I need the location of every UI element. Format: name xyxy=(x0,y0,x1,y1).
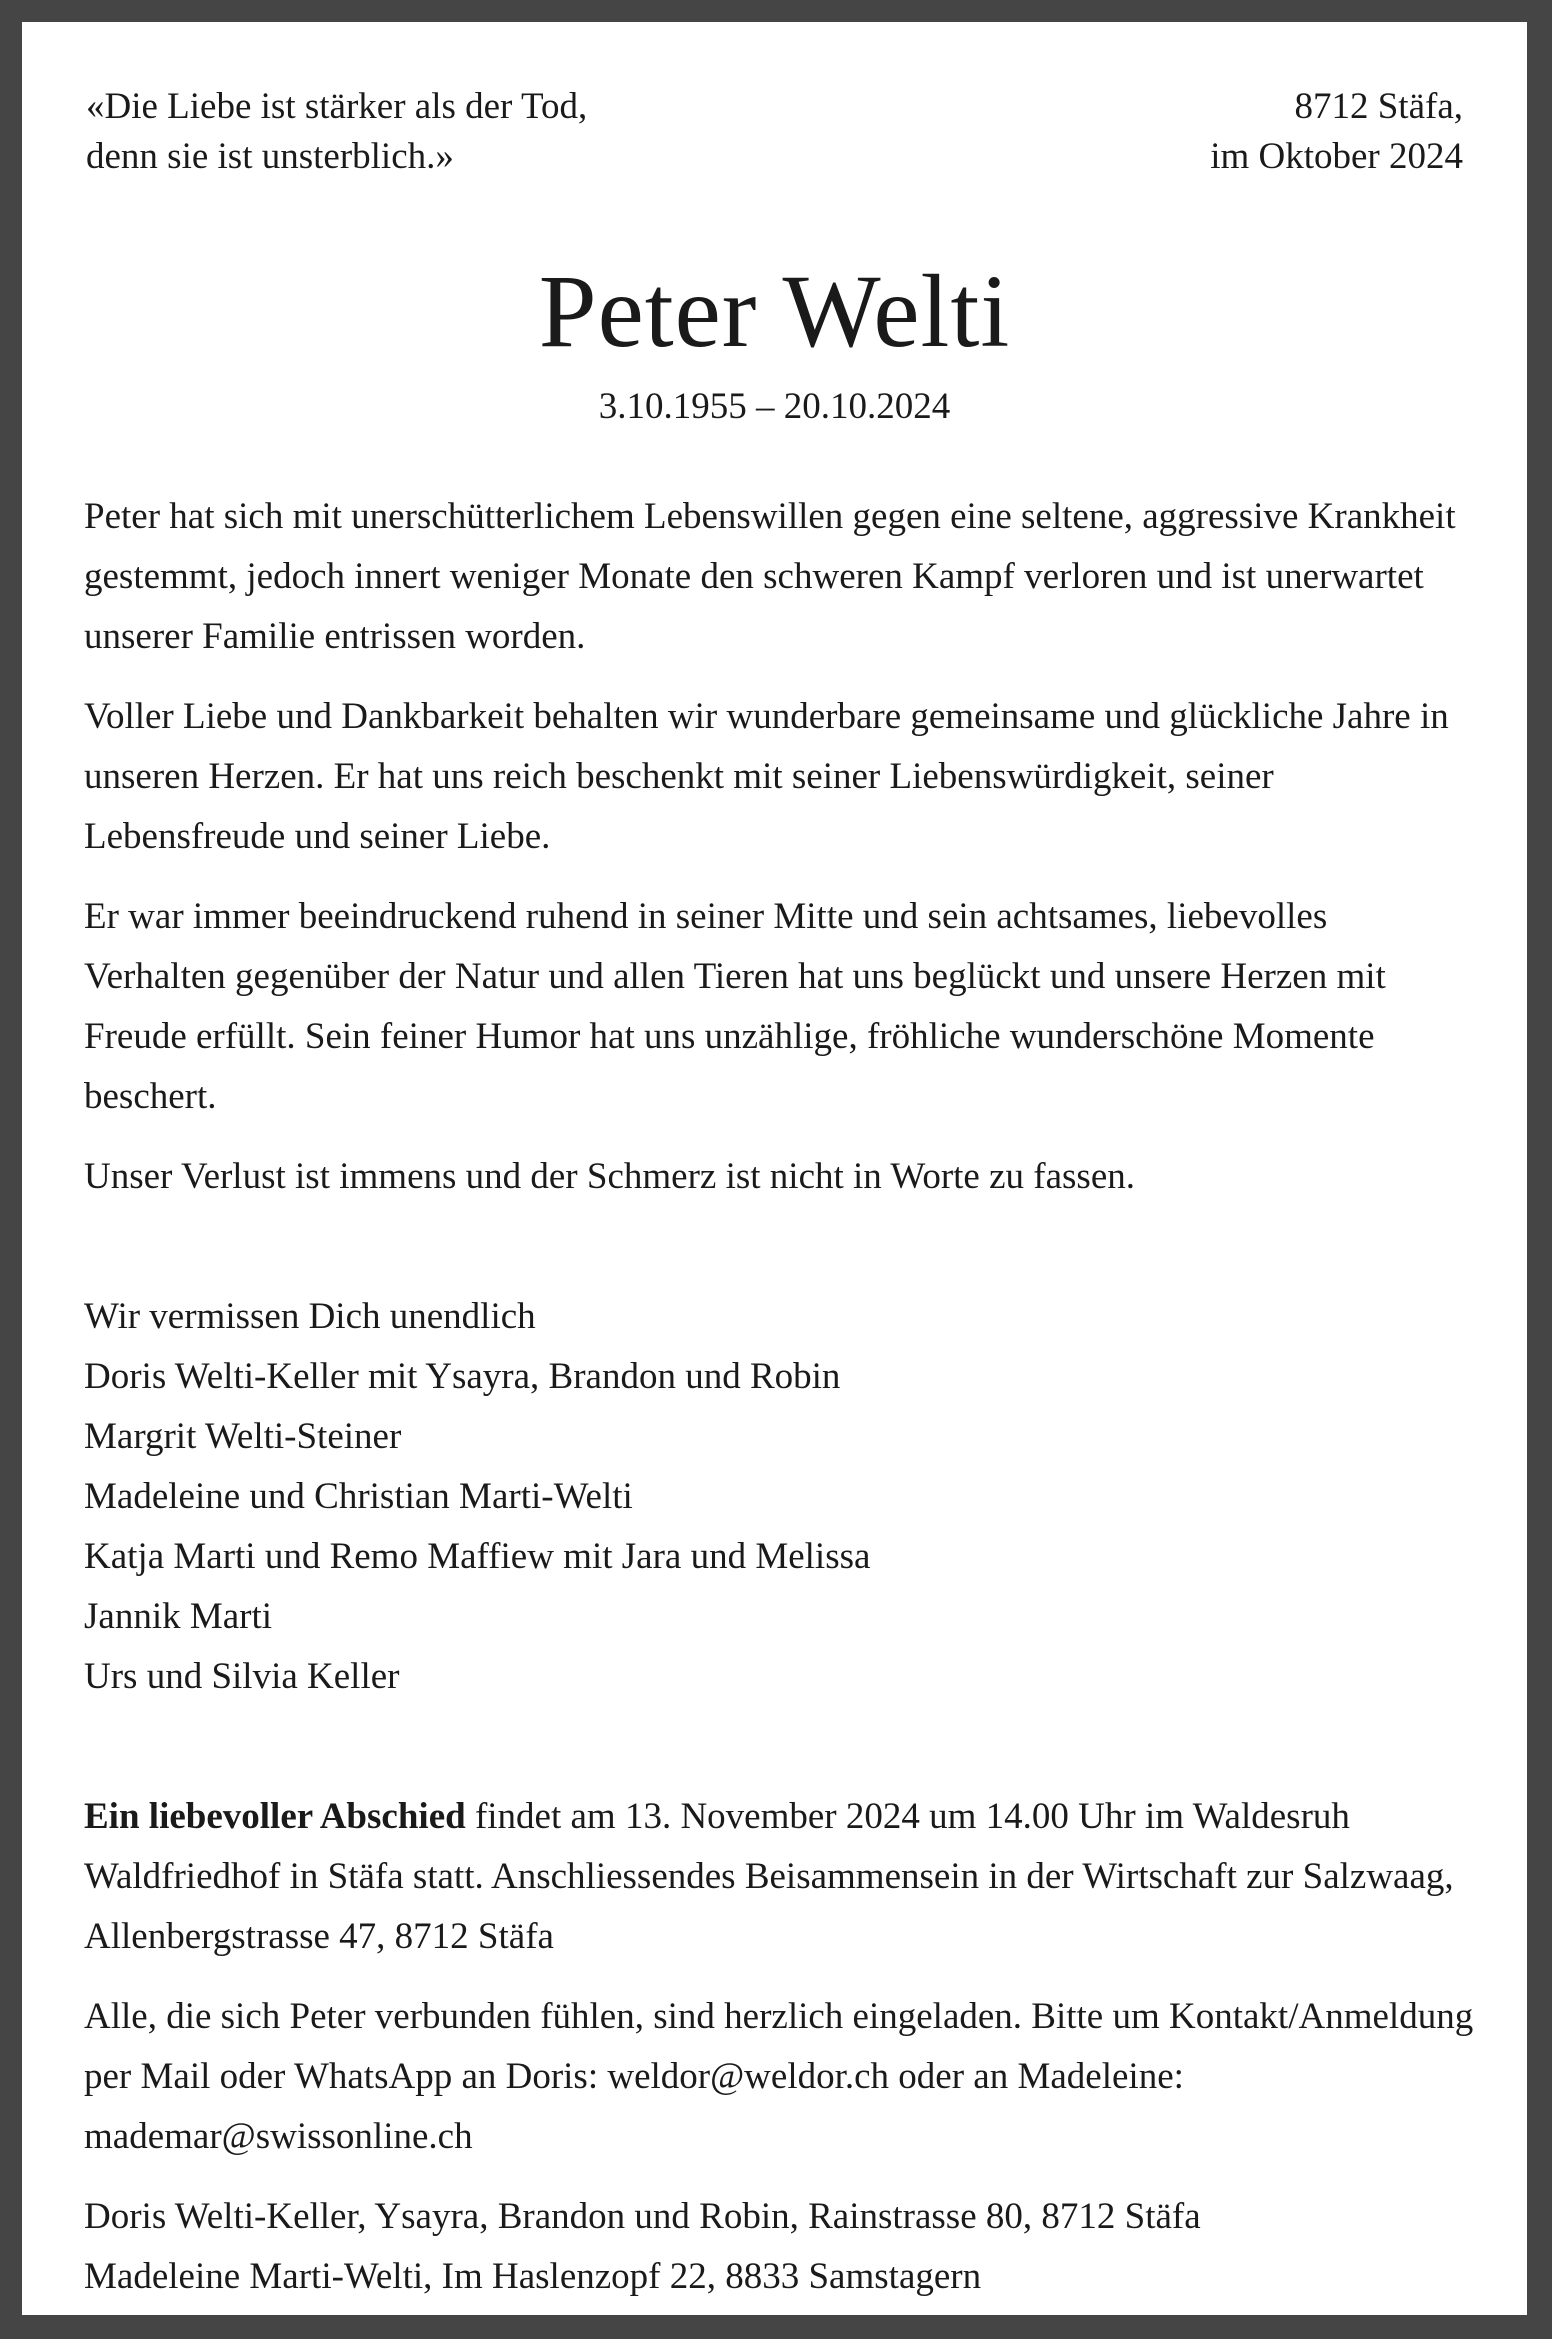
mourner-line: Jannik Marti xyxy=(84,1596,273,1637)
obituary-body xyxy=(84,487,1474,2327)
mourner-line: Madeleine und Christian Marti-Welti xyxy=(84,1476,633,1517)
contact-addresses xyxy=(84,2187,1474,2307)
place: 8712 Stäfa, xyxy=(1294,86,1463,127)
paragraph-4: Unser Verlust ist immens und der Schmerz ist nicht in Worte zu fassen. xyxy=(84,1156,1135,1197)
paragraph-2: Voller Liebe und Dankbarkeit behalten wir wunderbare gemeinsame und glückliche Jahre in unseren Herzen. Er hat uns reich beschenkt mit seiner Liebenswürdigkeit, seiner Lebensfreude und seiner Liebe. xyxy=(84,696,1449,857)
mourners-list xyxy=(84,1287,1474,1707)
paragraph-1: Peter hat sich mit unerschütterlichem Lebenswillen gegen eine seltene, aggressive Krankheit gestemmt, jedoch innert weniger Monate den schweren Kampf verloren und ist unerwartet unserer Familie entrissen worden. xyxy=(84,496,1456,657)
invitation-text: Alle, die sich Peter verbunden fühlen, sind herzlich eingeladen. Bitte um Kontakt/Anmeldung per Mail oder WhatsApp an Doris: weldor@weldor.ch oder an Madeleine: mademar@swissonline.ch xyxy=(84,1996,1474,2157)
farewell-lead: Ein liebevoller Abschied xyxy=(84,1796,466,1837)
place-date xyxy=(1210,82,1463,182)
motto-line-1: «Die Liebe ist stärker als der Tod, xyxy=(86,86,588,127)
deceased-name: Peter Welti xyxy=(538,254,1011,369)
motto-line-2: denn sie ist unsterblich.» xyxy=(86,136,454,177)
mourner-line: Margrit Welti-Steiner xyxy=(84,1416,402,1457)
address-line: Doris Welti-Keller, Ysayra, Brandon und Robin, Rainstrasse 80, 8712 Stäfa xyxy=(84,2196,1201,2237)
farewell-text: findet am 13. November 2024 um 14.00 Uhr im Waldesruh Waldfriedhof in Stäfa statt. Anschliessendes Beisammensein in der Wirtschaft zur Salzwaag, Allenbergstrasse 47, 8712 Stäfa xyxy=(84,1796,1454,1957)
mourner-line: Wir vermissen Dich unendlich xyxy=(84,1296,536,1337)
address-line: Madeleine Marti-Welti, Im Haslenzopf 22, 8833 Samstagern xyxy=(84,2256,982,2297)
mourner-line: Urs und Silvia Keller xyxy=(84,1656,400,1697)
mourner-line: Katja Marti und Remo Maffiew mit Jara und Melissa xyxy=(84,1536,871,1577)
life-dates: 3.10.1955 – 20.10.2024 xyxy=(598,386,951,427)
paragraph-3: Er war immer beeindruckend ruhend in seiner Mitte und sein achtsames, liebevolles Verhalten gegenüber der Natur und allen Tieren hat uns beglückt und unsere Herzen mit Freude erfüllt. Sein feiner Humor hat uns unzählige, fröhliche wunderschöne Momente beschert. xyxy=(84,896,1386,1117)
mourner-line: Doris Welti-Keller mit Ysayra, Brandon und Robin xyxy=(84,1356,841,1397)
farewell-details xyxy=(84,1787,1474,1967)
obituary-card xyxy=(22,22,1527,2315)
date: im Oktober 2024 xyxy=(1210,136,1463,177)
farewell-section xyxy=(84,1787,1474,2307)
motto-quote xyxy=(86,82,587,182)
